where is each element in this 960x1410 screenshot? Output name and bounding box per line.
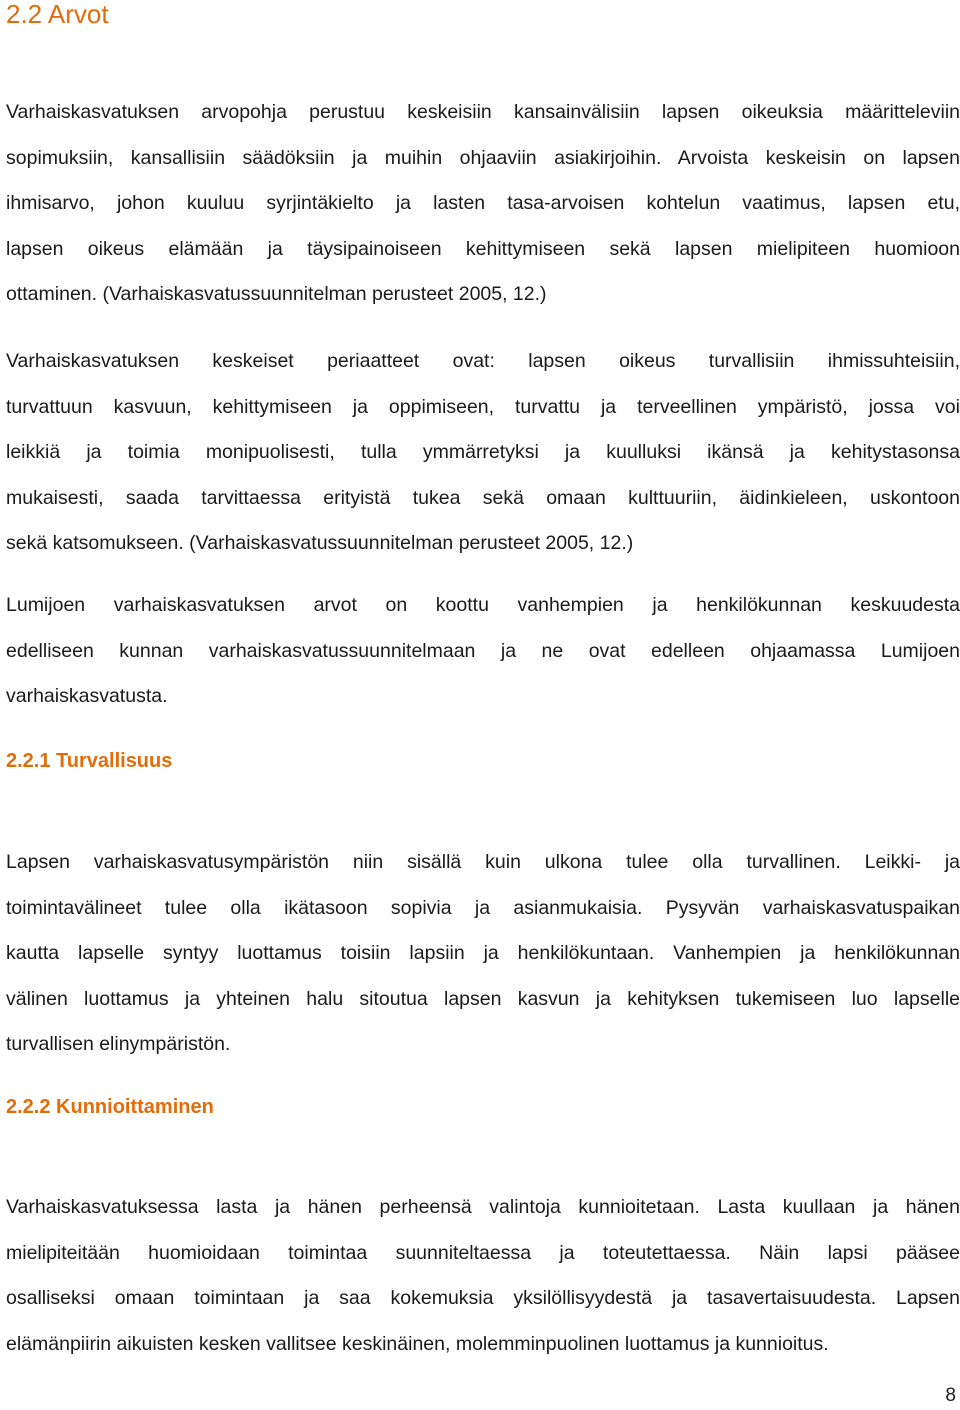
text-line: elämänpiirin aikuisten kesken vallitsee keskinäinen, molemminpuolinen luottamus ja kunnioitus. <box>6 1332 829 1355</box>
page-number: 8 <box>945 1385 956 1406</box>
text-line: turvallisen elinympäristön. <box>6 1033 231 1055</box>
paragraph-respect <box>6 1185 960 1367</box>
paragraph-safety <box>6 840 960 1068</box>
subheading-respect: 2.2.2 Kunnioittaminen <box>6 1096 214 1118</box>
text-line: ihmisarvo, johon kuuluu syrjintäkielto ja lasten tasa-arvoisen kohtelun vaatimus, lapsen etu, <box>6 192 960 214</box>
text-line: välinen luottamus ja yhteinen halu sitoutua lapsen kasvun ja kehityksen tukemiseen luo lapselle <box>6 987 960 1010</box>
text-line: turvattuun kasvuun, kehittymiseen ja oppimiseen, turvattu ja terveellinen ympäristö, jossa voi <box>6 395 960 418</box>
section-heading: 2.2 Arvot <box>6 0 109 29</box>
paragraph-values-basis <box>6 90 960 318</box>
subheading-safety: 2.2.1 Turvallisuus <box>6 750 173 772</box>
paragraph-lumijoki-values <box>6 583 960 720</box>
text-line: edelliseen kunnan varhaiskasvatussuunnitelmaan ja ne ovat edelleen ohjaamassa Lumijoen <box>6 639 960 662</box>
text-line: mukaisesti, saada tarvittaessa erityistä tukea sekä omaan kulttuuriin, äidinkieleen, uskontoon <box>6 486 960 509</box>
text-line: Lapsen varhaiskasvatusympäristön niin sisällä kuin ulkona tulee olla turvallinen. Leikki- ja <box>6 851 960 873</box>
text-line: sopimuksiin, kansallisiin säädöksiin ja muihin ohjaaviin asiakirjoihin. Arvoista keskeisin on lapsen <box>6 146 960 169</box>
text-line: ottaminen. (Varhaiskasvatussuunnitelman perusteet 2005, 12.) <box>6 283 547 305</box>
paragraph-principles <box>6 339 960 567</box>
text-line: osalliseksi omaan toimintaan ja saa kokemuksia yksilöllisyydestä ja tasavertaisuudesta. Lapsen <box>6 1287 960 1309</box>
text-line: leikkiä ja toimia monipuolisesti, tulla ymmärretyksi ja kuulluksi ikänsä ja kehitystasonsa <box>6 441 960 463</box>
text-line: Varhaiskasvatuksen keskeiset periaatteet ovat: lapsen oikeus turvallisiin ihmissuhteisiin, <box>6 350 960 372</box>
text-line: toimintavälineet tulee olla ikätasoon sopivia ja asianmukaisia. Pysyvän varhaiskasvatuspaikan <box>6 896 960 919</box>
text-line: sekä katsomukseen. (Varhaiskasvatussuunnitelman perusteet 2005, 12.) <box>6 532 634 554</box>
text-line: kautta lapselle syntyy luottamus toisiin lapsiin ja henkilökuntaan. Vanhempien ja henkilökunnan <box>6 942 960 964</box>
text-line: mielipiteitään huomioidaan toimintaa suunniteltaessa ja toteutettaessa. Näin lapsi pääsee <box>6 1241 960 1264</box>
text-line: lapsen oikeus elämään ja täysipainoiseen kehittymiseen sekä lapsen mielipiteen huomioon <box>6 237 960 260</box>
text-line: Lumijoen varhaiskasvatuksen arvot on koottu vanhempien ja henkilökunnan keskuudesta <box>6 594 960 616</box>
text-line: varhaiskasvatusta. <box>6 685 168 707</box>
text-line: Varhaiskasvatuksen arvopohja perustuu keskeisiin kansainvälisiin lapsen oikeuksia määritteleviin <box>6 101 960 123</box>
text-line: Varhaiskasvatuksessa lasta ja hänen perheensä valintoja kunnioitetaan. Lasta kuullaan ja hänen <box>6 1196 960 1218</box>
